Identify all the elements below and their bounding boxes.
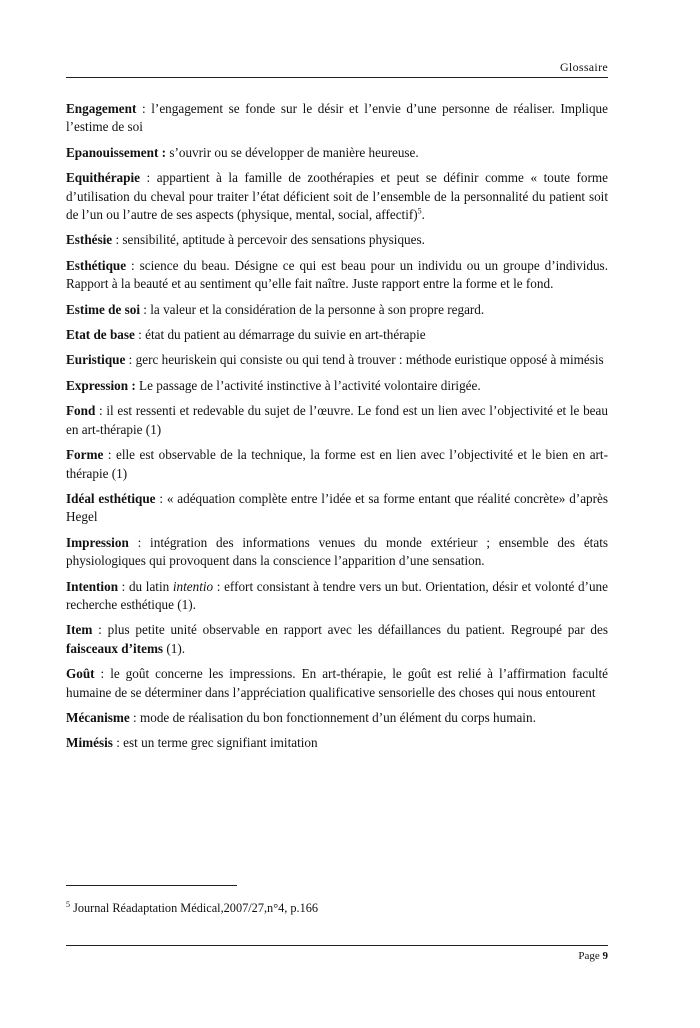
glossary-entry [66, 665, 608, 702]
glossary-term: Idéal esthétique [66, 490, 156, 506]
glossary-term: Item [66, 622, 93, 638]
glossary-term: Epanouissement : [66, 144, 167, 160]
glossary-term: Mimésis [66, 735, 113, 751]
glossary-entry [66, 377, 608, 395]
footnote-text: Journal Réadaptation Médical,2007/27,n°4, p.166 [70, 901, 319, 915]
footnote [66, 901, 318, 916]
page-number: 9 [602, 950, 608, 962]
footnote-rule [66, 885, 237, 886]
glossary-term: Euristique [66, 352, 126, 368]
glossary-definition-end: . [421, 207, 425, 223]
glossary-entry [66, 734, 608, 752]
glossary-term: Intention [66, 578, 119, 594]
glossary-definition: : mode de réalisation du bon fonctionnement d’un élément du corps humain. [129, 709, 536, 725]
glossary-entry [66, 709, 608, 727]
glossary-definition: : du latin [118, 578, 173, 594]
glossary-entry [66, 326, 608, 344]
glossary-definition: : appartient à la famille de zoothérapies et peut se définir comme « toute forme d’utilisation du cheval pour traiter l’état déficient soit de l’ensemble de la personnalité du patient soit de l’un ou l’autre de ses aspects (physique, mental, social, affectif) [66, 170, 608, 223]
glossary-entry [66, 446, 608, 483]
glossary-entry [66, 578, 608, 615]
glossary-term: Etat de base [66, 327, 135, 343]
glossary-definition: : intégration des informations venues du monde extérieur ; ensemble des états physiologiques qui provoquent dans la conscience l’apparition d’une sensation. [66, 534, 608, 569]
glossary-entry [66, 490, 608, 527]
glossary-definition: : la valeur et la considération de la personne à son propre regard. [140, 301, 485, 317]
glossary-definition: : gerc heuriskein qui consiste ou qui tend à trouver : méthode euristique opposé à mimésis [125, 352, 604, 368]
glossary-entry [66, 144, 608, 162]
glossary-entry [66, 351, 608, 369]
glossary-definition: : « adéquation complète entre l’idée et sa forme entant que réalité concrète» d’après Hegel [66, 490, 609, 525]
page-label: Page [578, 950, 603, 962]
glossary-term: Esthétique [66, 257, 127, 273]
glossary-definition: : l’engagement se fonde sur le désir et l’envie d’une personne de réaliser. Implique l’estime de soi [66, 101, 608, 135]
glossary-term: Expression : [66, 377, 136, 393]
glossary-term: Impression [66, 534, 129, 550]
glossary-term: Equithérapie [66, 170, 141, 186]
page-header [66, 58, 608, 78]
glossary-entry [66, 621, 608, 658]
glossary-term: Goût [66, 666, 95, 682]
page-footer [578, 950, 608, 962]
glossary-definition: : il est ressenti et redevable du sujet de l’œuvre. Le fond est un lien avec l’objectivité et le beau en art-thérapie (1) [66, 403, 608, 437]
glossary-definition: : science du beau. Désigne ce qui est beau pour un individu ou un groupe d’individus. Rapport à la beauté et au sentiment qu’elle fait naître. Juste rapport entre la forme et le fond. [66, 257, 608, 292]
glossary-body [66, 100, 608, 760]
glossary-entry [66, 402, 608, 439]
glossary-entry [66, 231, 608, 249]
glossary-emphasis: faisceaux d’items [66, 640, 164, 656]
glossary-entry [66, 257, 608, 294]
glossary-term: Estime de soi [66, 301, 140, 317]
glossary-definition: : état du patient au démarrage du suivie en art-thérapie [134, 327, 426, 343]
glossary-definition-end: : effort consistant à tendre vers un but. Orientation, désir et volonté d’une recherche esthétique (1). [66, 578, 608, 612]
glossary-definition: : plus petite unité observable en rapport avec les défaillances du patient. Regroupé par des [92, 622, 608, 638]
glossary-entry [66, 169, 608, 224]
glossary-entry [66, 100, 608, 137]
footnote-reference[interactable]: 5 [417, 206, 422, 216]
glossary-definition: s’ouvrir ou se développer de manière heureuse. [166, 144, 419, 160]
glossary-term: Engagement [66, 101, 137, 116]
footnote-marker: 5 [66, 899, 70, 909]
glossary-definition: : sensibilité, aptitude à percevoir des sensations physiques. [112, 232, 425, 248]
glossary-definition: : le goût concerne les impressions. En art-thérapie, le goût est relié à l’affirmation faculté humaine de se déterminer dans l’appréciation qualificative sensorielle des choses qui nous entourent [66, 666, 608, 700]
latin-word: intentio [172, 578, 214, 594]
glossary-term: Fond [66, 403, 96, 419]
header-title: Glossaire [559, 60, 608, 74]
glossary-definition: : elle est observable de la technique, la forme est en lien avec l’objectivité et le bien en art-thérapie (1) [66, 447, 608, 481]
glossary-entry [66, 301, 608, 319]
header-rule [66, 77, 608, 78]
glossary-term: Forme [66, 447, 104, 463]
glossary-definition: Le passage de l’activité instinctive à l’activité volontaire dirigée. [135, 377, 481, 393]
footer-rule [66, 945, 608, 946]
glossary-entry [66, 534, 608, 571]
glossary-term: Mécanisme [66, 709, 130, 725]
glossary-definition-end: (1). [163, 640, 186, 656]
glossary-term: Esthésie [66, 232, 113, 248]
glossary-definition: : est un terme grec signifiant imitation [112, 735, 318, 751]
